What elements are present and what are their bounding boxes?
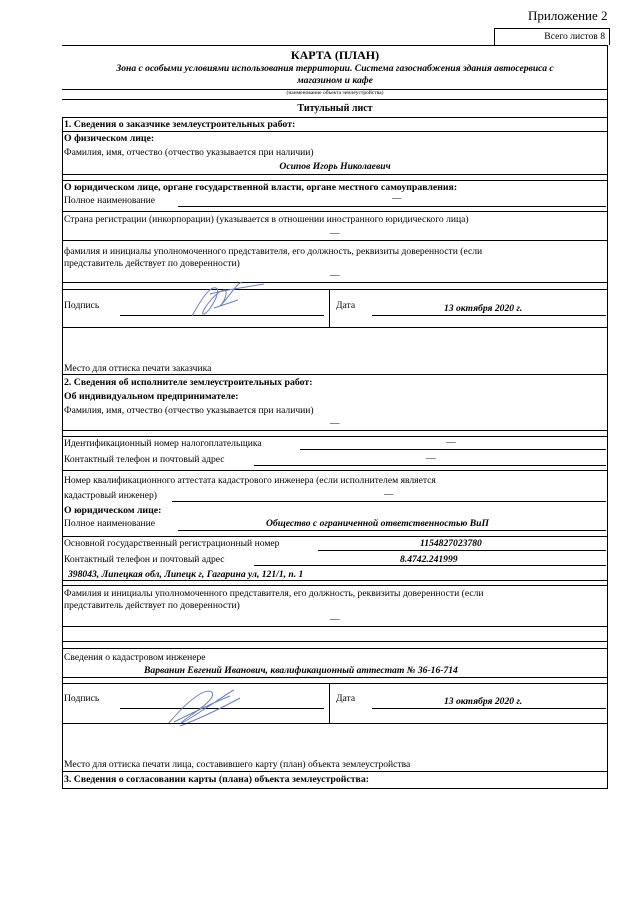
s2-ip-heading: Об индивидуальном предпринимателе: xyxy=(64,391,239,402)
s1-country-value: — xyxy=(330,228,340,239)
s2-contact-value: — xyxy=(426,453,436,464)
s2-ogrn-value: 1154827023780 xyxy=(420,538,482,549)
s2-ogrn-label: Основной государственный регистрационный номер xyxy=(64,538,280,549)
s2-cert-label-1: Номер квалификационного аттестата кадастрового инженера (если исполнителем является xyxy=(64,475,436,486)
frame-bottom xyxy=(62,788,608,789)
s2-full-name-label: Полное наименование xyxy=(64,518,156,529)
s1-full-name-label: Полное наименование xyxy=(64,195,156,206)
rule xyxy=(62,585,608,586)
s1-fio-label: Фамилия, имя, отчество (отчество указывается при наличии) xyxy=(64,147,314,158)
appendix-label: Приложение 2 xyxy=(528,8,608,23)
rule xyxy=(62,641,608,642)
s1-signature-icon xyxy=(180,278,270,324)
frame-top xyxy=(62,45,608,46)
s1-rep-value: — xyxy=(330,270,340,281)
s2-jur-contact-label: Контактный телефон и почтовый адрес xyxy=(64,554,225,565)
rule xyxy=(178,530,606,531)
s2-phone-value: 8.4742.241999 xyxy=(400,554,458,565)
s2-inn-label: Идентификационный номер налогоплательщика xyxy=(64,438,262,449)
s2-contact-label: Контактный телефон и почтовый адрес xyxy=(64,454,225,465)
rule xyxy=(62,677,608,678)
s2-date-label: Дата xyxy=(336,693,356,704)
rule xyxy=(62,174,608,175)
rule xyxy=(62,430,608,431)
total-sheets-box xyxy=(494,28,610,45)
rule xyxy=(62,131,608,132)
s1-country-label: Страна регистрации (инкорпорации) (указывается в отношении иностранного юридического лица) xyxy=(64,214,469,225)
rule xyxy=(329,683,330,723)
s1-full-name-value: — xyxy=(392,193,402,204)
s2-address-value: 398043, Липецкая обл, Липецк г, Гагарина ул, 121/1, п. 1 xyxy=(68,569,304,580)
section-1-heading: 1. Сведения о заказчике землеустроительных работ: xyxy=(64,119,296,130)
subtitle-line-2: магазином и кафе xyxy=(297,75,373,86)
s2-inn-value: — xyxy=(446,437,456,448)
rule xyxy=(62,436,608,437)
s2-fio-label: Фамилия, имя, отчество (отчество указывается при наличии) xyxy=(64,405,314,416)
rule xyxy=(62,240,608,241)
s2-engineer-value: Варванин Евгений Иванович, квалификационный аттестат № 36-16-714 xyxy=(144,665,458,676)
rule xyxy=(178,206,606,207)
s1-rep-label-2: представитель действует по доверенности) xyxy=(64,258,240,269)
rule xyxy=(62,683,608,684)
rule xyxy=(62,580,608,581)
rule xyxy=(62,282,608,283)
rule xyxy=(62,648,608,649)
s2-rep-label-1: Фамилия и инициалы уполномоченного представителя, его должность, реквизиты доверенности (если xyxy=(64,588,484,599)
s2-engineer-label: Сведения о кадастровом инженере xyxy=(64,652,206,663)
s1-date-value: 13 октября 2020 г. xyxy=(444,303,523,314)
s2-date-value: 13 октября 2020 г. xyxy=(444,696,523,707)
rule xyxy=(329,289,330,327)
rule xyxy=(62,771,608,772)
document-title: КАРТА (ПЛАН) xyxy=(290,48,380,62)
s2-jur-heading: О юридическом лице: xyxy=(64,505,162,516)
title-sheet-rule xyxy=(62,117,608,118)
rule xyxy=(372,315,606,316)
rule xyxy=(254,565,606,566)
s1-rep-label-1: фамилия и инициалы уполномоченного представителя, его должность, реквизиты доверенности (если xyxy=(64,246,483,257)
rule xyxy=(62,470,608,471)
rule xyxy=(62,374,608,375)
frame-left xyxy=(62,117,63,789)
s2-signature-label: Подпись xyxy=(64,693,100,704)
total-sheets: Всего листов 8 xyxy=(544,31,605,42)
title-sheet-label: Титульный лист xyxy=(297,103,373,114)
rule xyxy=(62,536,608,537)
s2-rep-value: — xyxy=(330,614,340,625)
rule xyxy=(62,180,608,181)
rule xyxy=(300,449,606,450)
rule xyxy=(62,289,608,290)
subtitle-line-1: Зона с особыми условиями использования территории. Система газоснабжения здания автосервиса с xyxy=(116,63,554,74)
rule xyxy=(318,550,606,551)
rule xyxy=(62,327,608,328)
s1-jur-heading: О юридическом лице, органе государственной власти, органе местного самоуправления: xyxy=(64,182,458,193)
caption-rule xyxy=(62,99,608,100)
s2-fio-value: — xyxy=(330,418,340,429)
rule xyxy=(254,465,606,466)
section-2-heading: 2. Сведения об исполнителе землеустроительных работ: xyxy=(64,377,313,388)
s2-full-name-value: Общество с ограниченной ответственностью ВиП xyxy=(266,518,489,529)
s1-signature-label: Подпись xyxy=(64,300,100,311)
s1-stamp-label: Место для оттиска печати заказчика xyxy=(64,363,212,374)
rule xyxy=(372,708,606,709)
s2-cert-label-2: кадастровый инженер) xyxy=(64,490,157,501)
s2-stamp-label: Место для оттиска печати лица, составившего карту (план) объекта землеустройства xyxy=(64,759,411,770)
rule xyxy=(62,211,608,212)
s1-fio-value: Осипов Игорь Николаевич xyxy=(279,161,391,172)
s2-cert-value: — xyxy=(384,489,394,500)
rule xyxy=(62,626,608,627)
s1-phys-heading: О физическом лице: xyxy=(64,133,155,144)
s2-rep-label-2: представитель действует по доверенности) xyxy=(64,600,240,611)
rule xyxy=(62,723,608,724)
subtitle-caption: (наименование объекта землеустройства) xyxy=(286,90,384,96)
rule xyxy=(172,501,606,502)
s1-date-label: Дата xyxy=(336,300,356,311)
section-3-heading: 3. Сведения о согласовании карты (плана) объекта землеустройства: xyxy=(64,774,369,785)
